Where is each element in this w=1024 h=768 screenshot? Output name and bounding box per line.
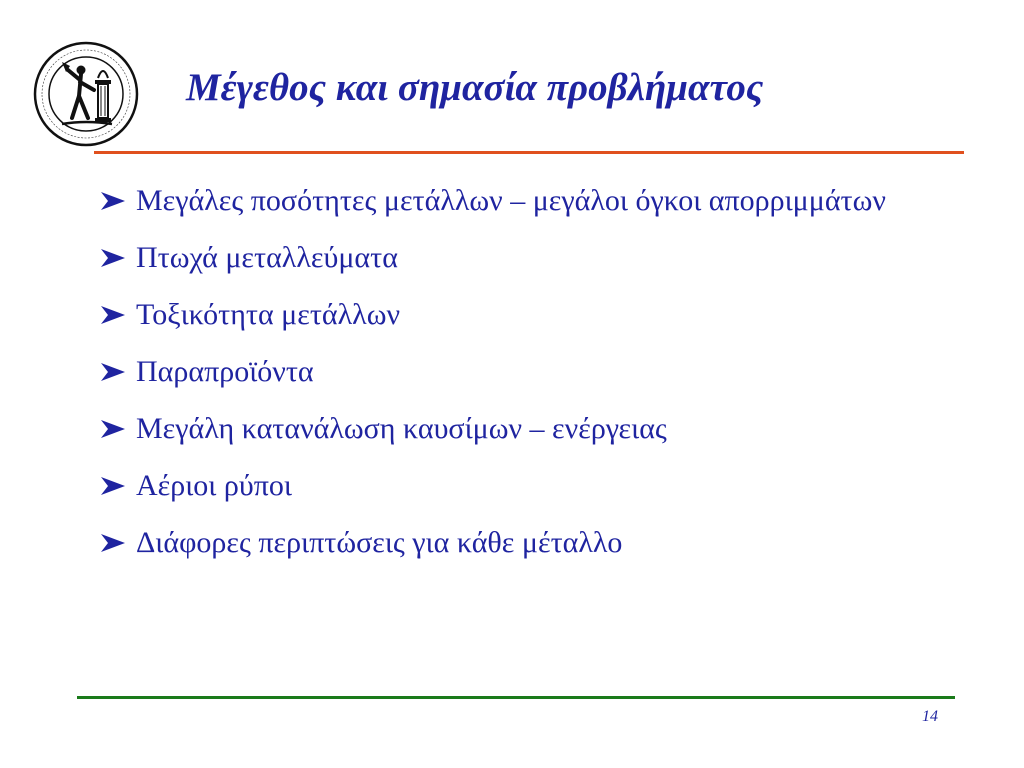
bullet-item — [100, 181, 920, 221]
bullet-text: Μεγάλες ποσότητες μετάλλων – μεγάλοι όγκοι απορριμμάτων — [136, 184, 886, 217]
bullet-text: Μεγάλη κατανάλωση καυσίμων – ενέργειας — [136, 412, 667, 445]
bullet-item — [100, 409, 920, 449]
bullet-item — [100, 352, 920, 392]
university-seal-icon — [32, 40, 140, 148]
bullet-item — [100, 238, 920, 278]
bullet-text: Πτωχά μεταλλεύματα — [136, 241, 398, 274]
page-number: 14 — [922, 708, 938, 725]
bullet-item — [100, 523, 920, 563]
arrow-bullet-icon — [100, 361, 126, 383]
bullet-list — [100, 181, 920, 580]
bullet-item — [100, 295, 920, 335]
bullet-text: Διάφορες περιπτώσεις για κάθε μέταλλο — [136, 526, 623, 559]
bullet-item — [100, 466, 920, 506]
title-divider — [94, 151, 964, 154]
arrow-bullet-icon — [100, 304, 126, 326]
arrow-bullet-icon — [100, 532, 126, 554]
arrow-bullet-icon — [100, 190, 126, 212]
footer-divider — [77, 696, 955, 699]
bullet-text: Παραπροϊόντα — [136, 355, 314, 388]
arrow-bullet-icon — [100, 247, 126, 269]
bullet-text: Αέριοι ρύποι — [136, 469, 292, 502]
slide-title: Μέγεθος και σημασία προβλήματος — [186, 66, 764, 109]
bullet-text: Τοξικότητα μετάλλων — [136, 298, 401, 331]
arrow-bullet-icon — [100, 418, 126, 440]
arrow-bullet-icon — [100, 475, 126, 497]
